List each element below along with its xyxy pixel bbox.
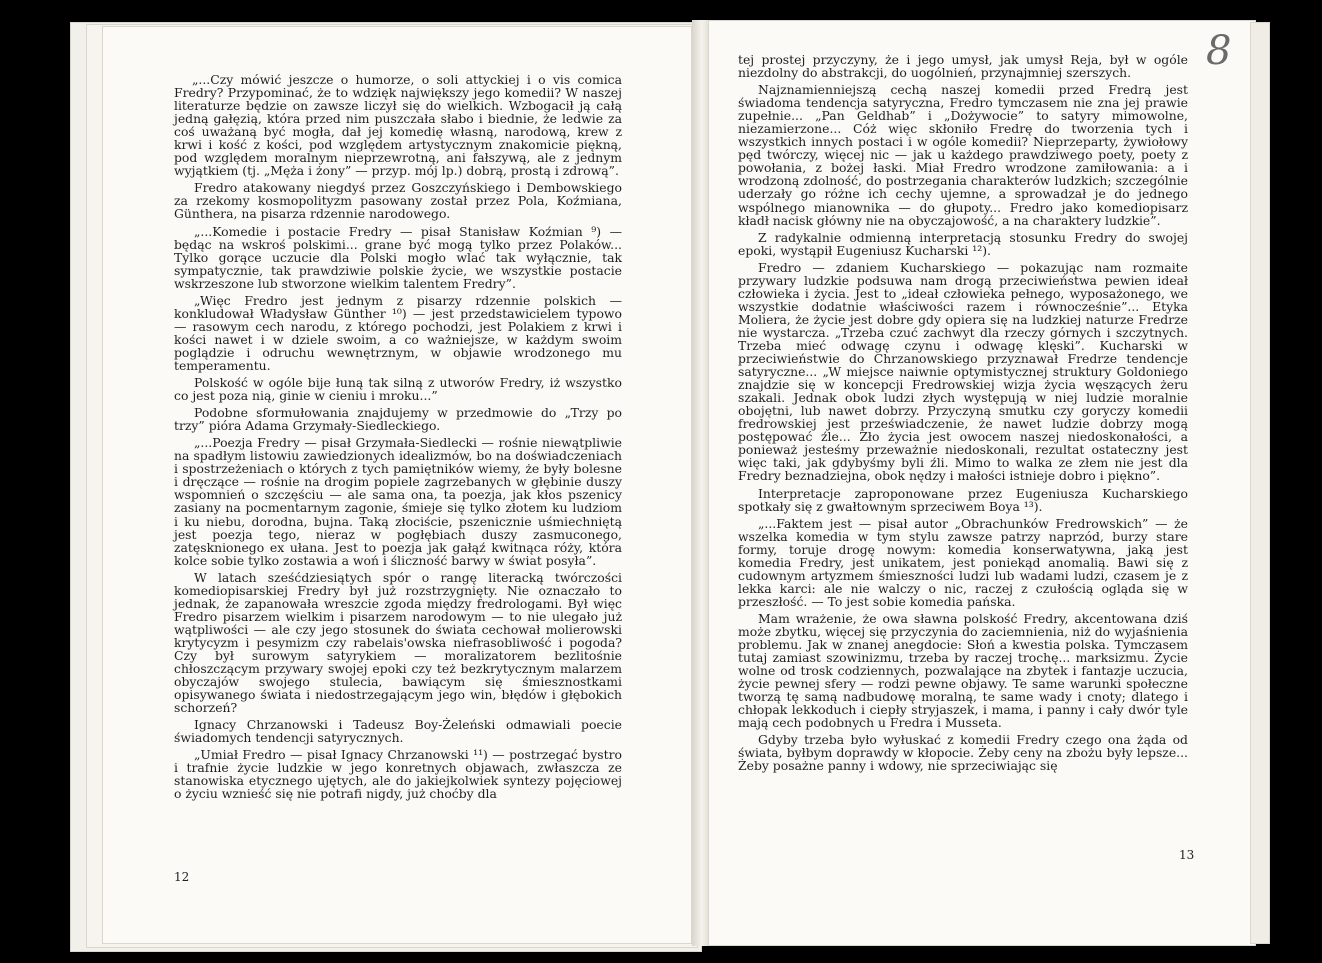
paragraph: Polskość w ogóle bije łuną tak silną z utworów Fredry, iż wszystko co jest poza nią, ginie w cieniu i mroku...”: [174, 375, 622, 404]
left-page-text: [174, 73, 622, 804]
paragraph: Interpretacje zaproponowane przez Eugeniusza Kucharskiego spotkały się z gwałtownym sprzeciwem Boya ¹³).: [738, 485, 1188, 514]
page-number-right: 13: [1179, 848, 1195, 862]
paragraph: Mam wrażenie, że owa sławna polskość Fredry, akcentowana dziś może zbytku, więcej się przyczynia do zaciemnienia, niż do wyjaśnienia problemu. Jak w znanej anegdocie: Słoń a kwestia polska. Tymczasem tutaj zamiast szowinizmu, trzeba by raczej trochę... marksizmu. Życie wolne od trosk codziennych, pozwalające na zbytek i fantazje uczucia, życie pewnej sfery — rodzi pewne objawy. Te same warunki społeczne tworzą tę samą nadbudowę moralną, te same wady i cnoty; dlatego i chłopak lekkoduch i ciepły stryjaszek, i mama, i panny i cały dwór tyle mają cech podobnych u Fredra i Musseta.: [738, 610, 1188, 731]
paragraph: Gdyby trzeba było wyłuskać z komedii Fredry czego ona żąda od świata, byłbym doprawdy w kłopocie. Żeby ceny na zbożu były lepsze... Żeby posażne panny i wdowy, nie sprzeciwiając się: [738, 732, 1188, 774]
handwritten-page-mark: 8: [1206, 28, 1232, 74]
paragraph: „Umiał Fredro — pisał Ignacy Chrzanowski ¹¹) — postrzegać bystro i trafnie życie ludzkie w jego konretnych objawach, zwłaszcza ze stanowiska etycznego ujętych, ale do jakiejkolwiek syntezy pojęciowej o życiu wznieść się nie potrafi nigdy, już choćby dla: [174, 747, 622, 802]
paragraph: „...Komedie i postacie Fredry — pisał Stanisław Koźmian ⁹) — będąc na wskroś polskimi... grane być mogą tylko przez Polaków... Tylko gorące uczucie dla Polski mogło wlać tak wyłącznie, tak sympatycznie, tak prawdziwie polskie życie, we wszystkie postacie wskrzeszone lub stworzone wielkim talentem Fredry”.: [174, 223, 622, 291]
paragraph: „...Poezja Fredry — pisał Grzymała-Siedlecki — rośnie niewątpliwie na spadłym listowiu zawiedzionych idealizmów, bo na doświadczeniach i spostrzeżeniach o których z tych pamiętników wiemy, że były bolesne i dręczące — rośnie na drogim popiele zagrzebanych w głębinie duszy wspomnień o szczęściu — ale sama ona, ta poezja, jak kłos pszenicy zasiany na pocmentarnym zagonie, śmieje się tylko złotem ku ludziom i ku niebu, dorodna, bujna. Taką złociście, pszenicznie uśmiechniętą jest poezja tego, nieraz w pogłębiach duszy zasmuconego, zatęsknionego ex ułana. Jest to poezja jak gałąź kwitnąca róży, która kolce sobie tylko zostawia a woń i śliczność barwy w świat posyła”.: [174, 435, 622, 568]
paragraph: „...Czy mówić jeszcze o humorze, o soli attyckiej i o vis comica Fredry? Przypominać, że to wdzięk największy jego komedii? W naszej literaturze będzie on zawsze liczył się do wielkich. Wzbogacił ją całą jedną gałęzią, która przed nim puszczała słabo i biednie, że ledwie za coś uważaną być mogła, dał jej komedię własną, narodową, krew z krwi i kość z kości, pod względem artystycznym znakomicie piękną, pod względem moralnym nieprzewrotną, ani fałszywą, ale z jednym wyjątkiem (tj. „Męża i żony” — przyp. mój lp.) dobrą, prostą i zdrową”.: [174, 72, 622, 179]
paragraph: „...Faktem jest — pisał autor „Obrachunków Fredrowskich” — że wszelka komedia w tym stylu zawsze patrzy naprzód, burzy stare formy, toruje drogę nowym: komedia konserwatywna, jaką jest komedia Fredry, jest unikatem, jest poniekąd anomalią. Bawi się z cudownym artyzmem śmieszności ludzi lub wadami ludzi, czasem je z lekka karci: ale nie walczy o nic, raczej z czułością ogląda się w przeszłość. — To jest sobie komedia pańska.: [738, 515, 1188, 609]
paragraph: Fredro atakowany niegdyś przez Goszczyńskiego i Dembowskiego za rzekomy kosmopolityzm pasowany został przez Pola, Koźmiana, Günthera, na pisarza rdzennie narodowego.: [174, 180, 622, 222]
paragraph: Z radykalnie odmienną interpretacją stosunku Fredry do swojej epoki, wystąpił Eugeniusz Kucharski ¹²).: [738, 229, 1188, 258]
right-page-text: [738, 53, 1188, 776]
book-spine: [692, 20, 708, 946]
page-number-left: 12: [174, 870, 190, 884]
paragraph: tej prostej przyczyny, że i jego umysł, jak umysł Reja, był w ogóle niezdolny do abstrakcji, do uogólnień, przynajmniej szerszych.: [738, 52, 1188, 81]
paragraph: Fredro — zdaniem Kucharskiego — pokazując nam rozmaite przywary ludzkie podsuwa nam drogą przeciwieństwa pewien ideał człowieka i życia. Jest to „ideał człowieka pełnego, wyposażonego, we wszystkie dodatnie właściwości razem i równocześnie”... Etyka Moliera, że życie jest dobre gdy opiera się na ludzkiej naturze Fredrze nie wystarcza. „Trzeba czuć zachwyt dla rzeczy górnych i szczytnych. Trzeba mieć odwagę czynu i odwagę klęski”. Kucharski w przeciwieństwie do Chrzanowskiego przyznawał Fredrze tendencje satyryczne... „W miejsce naiwnie optymistycznej struktury Goldoniego znajdzie się w koncepcji Fredrowskiej wizja życia węszących żeru szakali. Jednak obok ludzi złych występują w niej ludzie moralnie obojętni, lub nawet dobrzy. Przyczyną smutku czy goryczy komedii fredrowskiej jest przeświadczenie, że nawet ludzie dobrzy mogą postępować źle... Zło życia jest owocem naszej niedoskonałości, a ponieważ jesteśmy przeważnie niedoskonali, rezultat ostateczny jest więc taki, jak gdybyśmy byli źli. Mimo to walka ze złem nie jest dla Fredry beznadziejna, obok nędzy i małości istnieje dobro i piękno”.: [738, 259, 1188, 484]
paragraph: Najznamienniejszą cechą naszej komedii przed Fredrą jest świadoma tendencja satyryczna, Fredro tymczasem nie zna jej prawie zupełnie... „Pan Geldhab” i „Dożywocie” to satyry mimowolne, niezamierzone... Cóż więc skłoniło Fredrę do tworzenia tych i wszystkich innych postaci i w ogóle komedii? Nieprzeparty, żywiołowy pęd twórczy, więcej nic — jak u każdego prawdziwego poety, poety z powołania, z bożej łaski. Miał Fredro wrodzone zamiłowania: a i wrodzoną zdolność, do postrzegania charakterów ludzkich; szczególnie uderzały go różne ich cechy ujemne, a sprowadzał je do jednego wspólnego mianownika — do głupoty... Fredro jako komediopisarz kładł nacisk główny nie na obyczajowość, a na charaktery ludzkie”.: [738, 82, 1188, 228]
paragraph: Podobne sformułowania znajdujemy w przedmowie do „Trzy po trzy” pióra Adama Grzymały-Siedleckiego.: [174, 405, 622, 434]
paragraph: „Więc Fredro jest jednym z pisarzy rdzennie polskich — konkludował Władysław Günther ¹⁰) — jest przedstawicielem typowo — rasowym cech narodu, z którego pochodzi, jest Polakiem z krwi i kości nawet i w dziele swoim, a co ważniejsze, w każdym swoim poglądzie i odruchu wewnętrznym, w objawie wrodzonego mu temperamentu.: [174, 292, 622, 373]
paragraph: Ignacy Chrzanowski i Tadeusz Boy-Żeleński odmawiali poecie świadomych tendencji satyrycznych.: [174, 717, 622, 746]
right-page-edge: [1250, 22, 1270, 944]
paragraph: W latach sześćdziesiątych spór o rangę literacką twórczości komediopisarskiej Fredry był już rozstrzygnięty. Nie oznaczało to jednak, że zapanowała wreszcie zgoda między fredrologami. Był więc Fredro pisarzem wielkim i pisarzem narodowym — to nie ulegało już wątpliwości — ale czy jego stosunek do świata cechował molierowski krytycyzm i pesymizm czy rabelais'owska niefrasobliwość i pogoda? Czy był surowym satyrykiem — moralizatorem bezlitośnie chłoszczącym przywary swojej epoki czy też bezkrytycznym malarzem obyczajów swojego stulecia, bawiącym się śmiesznostkami opisywanego świata i niedostrzegającym jego win, błędów i głębokich schorzeń?: [174, 569, 622, 716]
